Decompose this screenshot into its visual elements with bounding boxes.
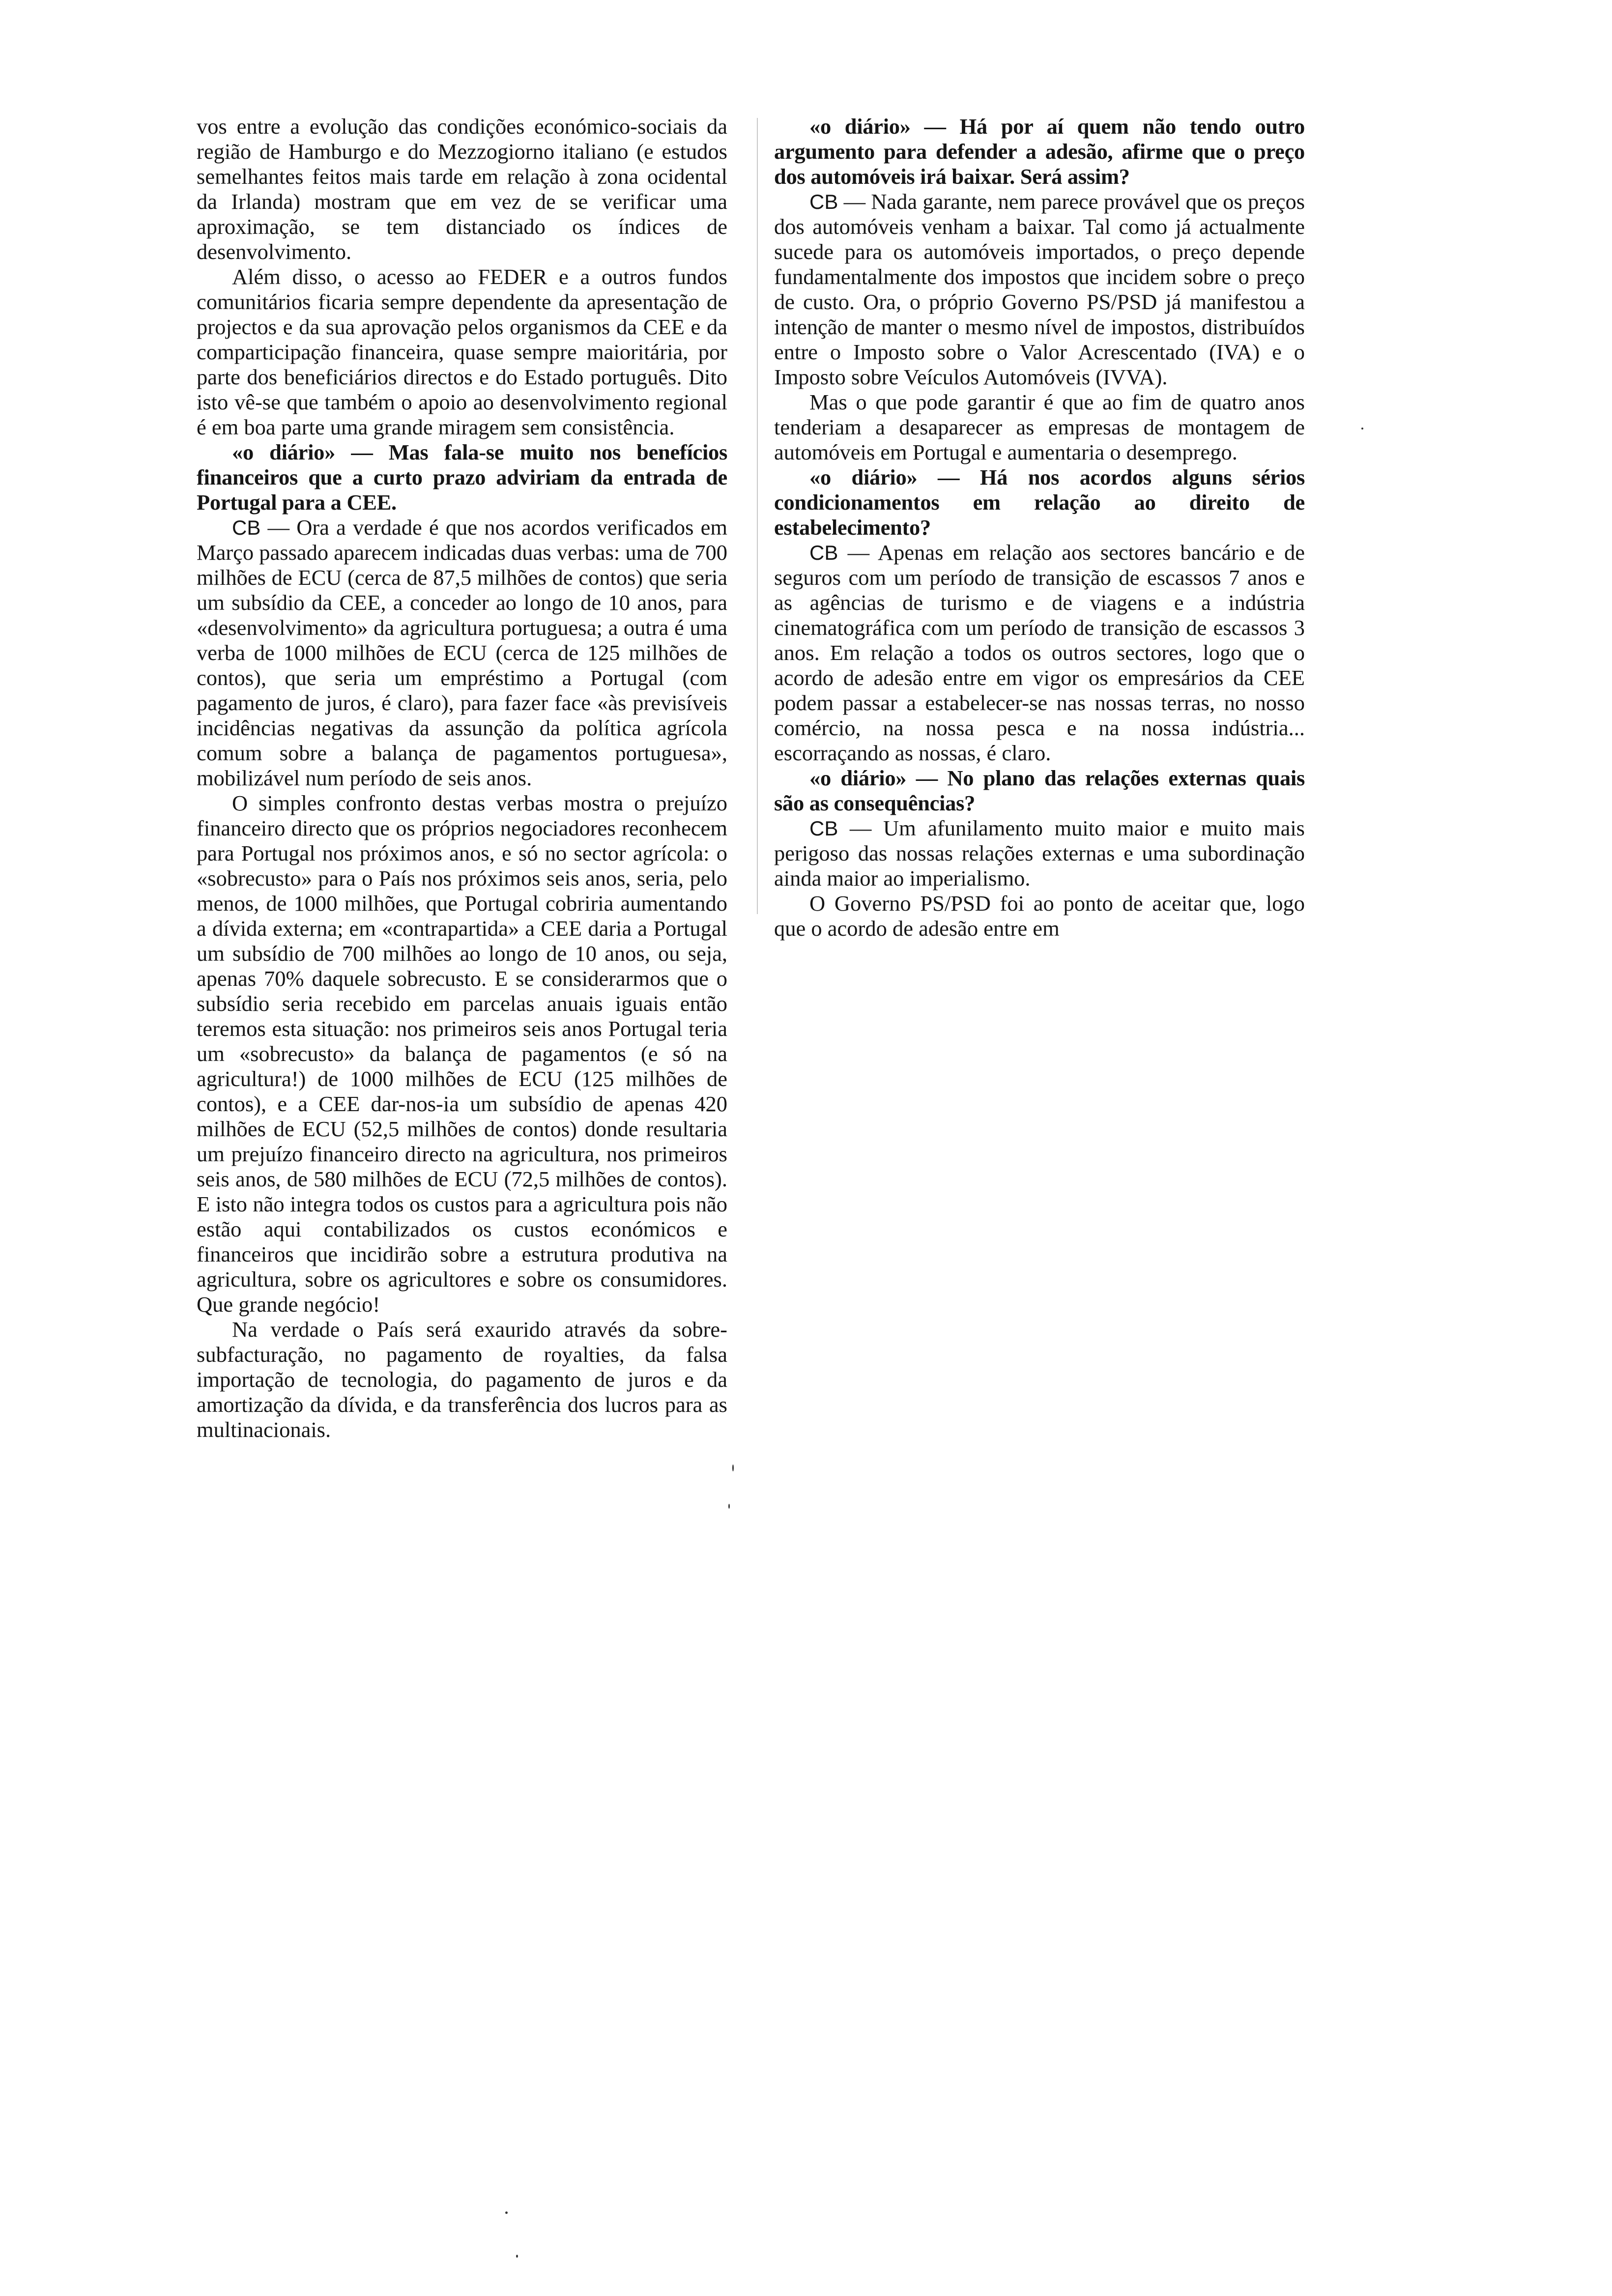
article-paragraph: [197, 1317, 727, 1442]
column-divider: [757, 118, 758, 914]
scan-speck: [505, 2211, 508, 2214]
article-column-right: [774, 114, 1305, 941]
speaker-label: CB: [232, 516, 261, 539]
paragraph-text: — Um afunilamento muito maior e muito mais perigoso das nossas relações externas e uma subordinação ainda maior ao imperialismo.: [774, 816, 1305, 890]
scan-speck: [516, 2255, 518, 2258]
article-paragraph: [774, 390, 1305, 465]
article-paragraph: [197, 114, 727, 264]
speaker-label: CB: [809, 190, 838, 213]
scan-speck: [732, 1464, 734, 1471]
paragraph-text: — Há nos acordos alguns sérios condicionamentos em relação ao direito de estabelecimento?: [774, 465, 1305, 540]
interview-answer: [197, 515, 727, 791]
article-paragraph: [774, 891, 1305, 941]
scan-speck: [728, 1504, 730, 1509]
speaker-label: CB: [809, 817, 838, 840]
paragraph-text: — Apenas em relação aos sectores bancário e de seguros com um período de transição de escassos 7 anos e as agências de turismo e de viagens e a indústria cinematográfica com um período de transição de escassos 3 anos. Em relação a todos os outros sectores, logo que o acordo de adesão entre em vigor os empresários da CEE podem passar a estabelecer-se nas nossas terras, no nosso comércio, na nossa pesca e na nossa indústria... escorraçando as nossas, é claro.: [774, 540, 1305, 765]
article-column-left: [197, 114, 727, 1442]
paragraph-text: — Há por aí quem não tendo outro argumento para defender a adesão, afirme que o preço dos automóveis irá baixar. Será assim?: [774, 114, 1305, 189]
interview-answer: [774, 540, 1305, 766]
paragraph-text: — Ora a verdade é que nos acordos verificados em Março passado aparecem indicadas duas verbas: uma de 700 milhões de ECU (cerca de 87,5 milhões de contos) que seria um subsídio da CEE, a conceder ao longo de 10 anos, para «desenvolvimento» da agricultura portuguesa; a outra é uma verba de 1000 milhões de ECU (cerca de 125 milhões de contos), que seria um empréstimo a Portugal (com pagamento de juros, é claro), para fazer face «às previsíveis incidências negativas da assunção da política agrícola comum sobre a balança de pagamentos portuguesa», mobilizável num período de seis anos.: [197, 515, 728, 790]
paragraph-text: — No plano das relações externas quais são as consequências?: [774, 766, 1305, 815]
article-paragraph: [197, 264, 727, 440]
speaker-label: «o diário»: [809, 766, 907, 790]
paragraph-text: vos entre a evolução das condições económico-sociais da região de Hamburgo e do Mezzogiorno italiano (e estudos semelhantes feitos mais tarde em relação à zona ocidental da Irlanda) mostram que em vez de se verificar uma aproximação, se tem distanciado os índices de desenvolvimento.: [197, 114, 727, 264]
interview-question: [197, 440, 727, 515]
paragraph-text: Na verdade o País será exaurido através da sobre-subfacturação, no pagamento de royalties, da falsa importação de tecnologia, do pagamento de juros e da amortização da dívida, e da transferência dos lucros para as multinacionais.: [197, 1317, 727, 1442]
paragraph-text: O Governo PS/PSD foi ao ponto de aceitar que, logo que o acordo de adesão entre em: [774, 891, 1305, 941]
interview-question: [774, 114, 1305, 189]
article-paragraph: [197, 791, 727, 1317]
paragraph-text: O simples confronto destas verbas mostra o prejuízo financeiro directo que os próprios negociadores reconhecem para Portugal nos próximos anos, e só no sector agrícola: o «sobrecusto» para o País nos próximos seis anos, seria, pelo menos, de 1000 milhões, que Portugal cobriria aumentando a dívida externa; em «contrapartida» a CEE daria a Portugal um subsídio de 700 milhões ao longo de 10 anos, ou seja, apenas 70% daquele sobrecusto. E se considerarmos que o subsídio seria recebido em parcelas anuais iguais então teremos esta situação: nos primeiros seis anos Portugal teria um «sobrecusto» da balança de pagamentos (e só na agricultura!) de 1000 milhões de ECU (125 milhões de contos), e a CEE dar-nos-ia um subsídio de apenas 420 milhões de ECU (52,5 milhões de contos) donde resultaria um prejuízo financeiro directo na agricultura, nos primeiros seis anos, de 580 milhões de ECU (72,5 milhões de contos). E isto não integra todos os custos para a agricultura pois não estão aqui contabilizados os custos económicos e financeiros que incidirão sobre a estrutura produtiva na agricultura, sobre os agricultores e sobre os consumidores. Que grande negócio!: [197, 791, 727, 1317]
paragraph-text: Mas o que pode garantir é que ao fim de quatro anos tenderiam a desaparecer as empresas de montagem de automóveis em Portugal e aumentaria o desemprego.: [774, 390, 1305, 464]
speaker-label: «o diário»: [232, 440, 336, 464]
scan-speck: [1361, 428, 1363, 430]
interview-question: [774, 465, 1305, 540]
interview-answer: [774, 189, 1305, 390]
interview-question: [774, 766, 1305, 816]
paragraph-text: Além disso, o acesso ao FEDER e a outros fundos comunitários ficaria sempre dependente da apresentação de projectos e da sua aprovação pelos organismos da CEE e da comparticipação financeira, quase sempre maioritária, por parte dos beneficiários directos e do Estado português. Dito isto vê-se que também o apoio ao desenvolvimento regional é em boa parte uma grande miragem sem consistência.: [197, 264, 727, 439]
speaker-label: «o diário»: [809, 465, 918, 489]
paragraph-text: — Mas fala-se muito nos benefícios financeiros que a curto prazo adviriam da entrada de Portugal para a CEE.: [197, 440, 727, 515]
speaker-label: «o diário»: [809, 114, 911, 139]
speaker-label: CB: [809, 541, 838, 564]
interview-answer: [774, 816, 1305, 891]
paragraph-text: — Nada garante, nem parece provável que os preços dos automóveis venham a baixar. Tal como já actualmente sucede para os automóveis importados, o preço depende fundamentalmente dos impostos que incidem sobre o preço de custo. Ora, o próprio Governo PS/PSD já manifestou a intenção de manter o mesmo nível de impostos, distribuídos entre o Imposto sobre o Valor Acrescentado (IVA) e o Imposto sobre Veículos Automóveis (IVVA).: [774, 189, 1305, 389]
